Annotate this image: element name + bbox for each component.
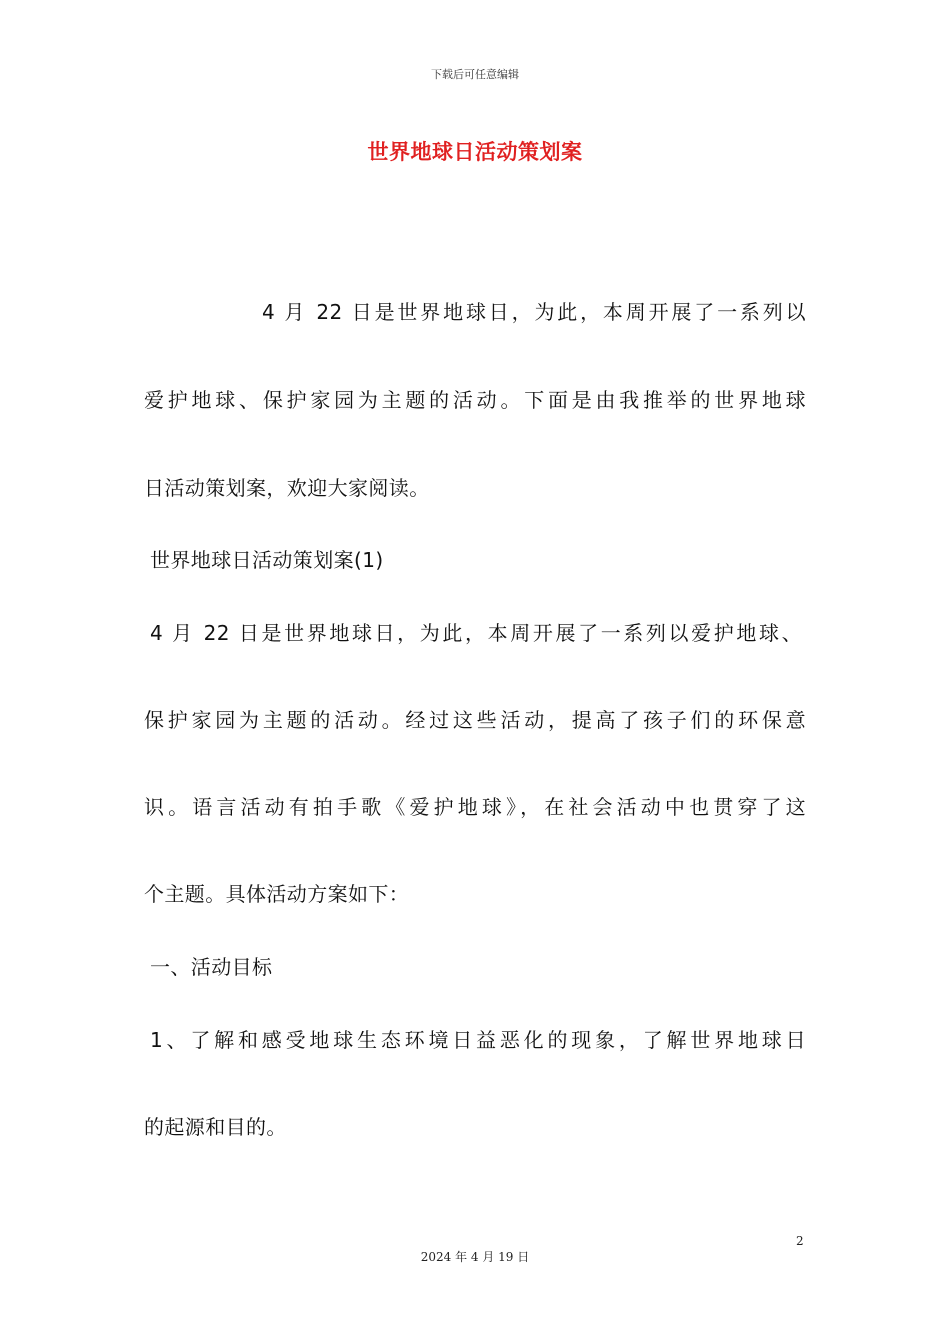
footer-date: 2024 年 4 月 19 日 bbox=[420, 1250, 530, 1264]
list-item: 1、了解和感受地球生态环境日益恶化的现象，了解世界地球日 bbox=[150, 1028, 806, 1052]
paragraph-line: 识。语言活动有拍手歌《爱护地球》，在社会活动中也贯穿了这 bbox=[144, 795, 806, 819]
document-title: 世界地球日活动策划案 bbox=[367, 140, 583, 164]
paragraph-line: 爱护地球、保护家园为主题的活动。下面是由我推举的世界地球 bbox=[144, 388, 806, 412]
paragraph-line: 保护家园为主题的活动。经过这些活动，提高了孩子们的环保意 bbox=[144, 708, 806, 732]
paragraph-line: 个主题。具体活动方案如下： bbox=[144, 882, 410, 906]
section-heading: 世界地球日活动策划案(1) bbox=[150, 548, 384, 572]
paragraph-line: 4 月 22 日是世界地球日，为此，本周开展了一系列以 bbox=[262, 300, 806, 324]
page-number: 2 bbox=[796, 1234, 804, 1248]
paragraph-line: 4 月 22 日是世界地球日，为此，本周开展了一系列以爱护地球、 bbox=[150, 621, 802, 645]
paragraph-line: 日活动策划案，欢迎大家阅读。 bbox=[144, 476, 430, 500]
section-heading: 一、活动目标 bbox=[150, 955, 273, 979]
header-note: 下载后可任意编辑 bbox=[431, 68, 519, 81]
paragraph-line: 的起源和目的。 bbox=[144, 1115, 287, 1139]
